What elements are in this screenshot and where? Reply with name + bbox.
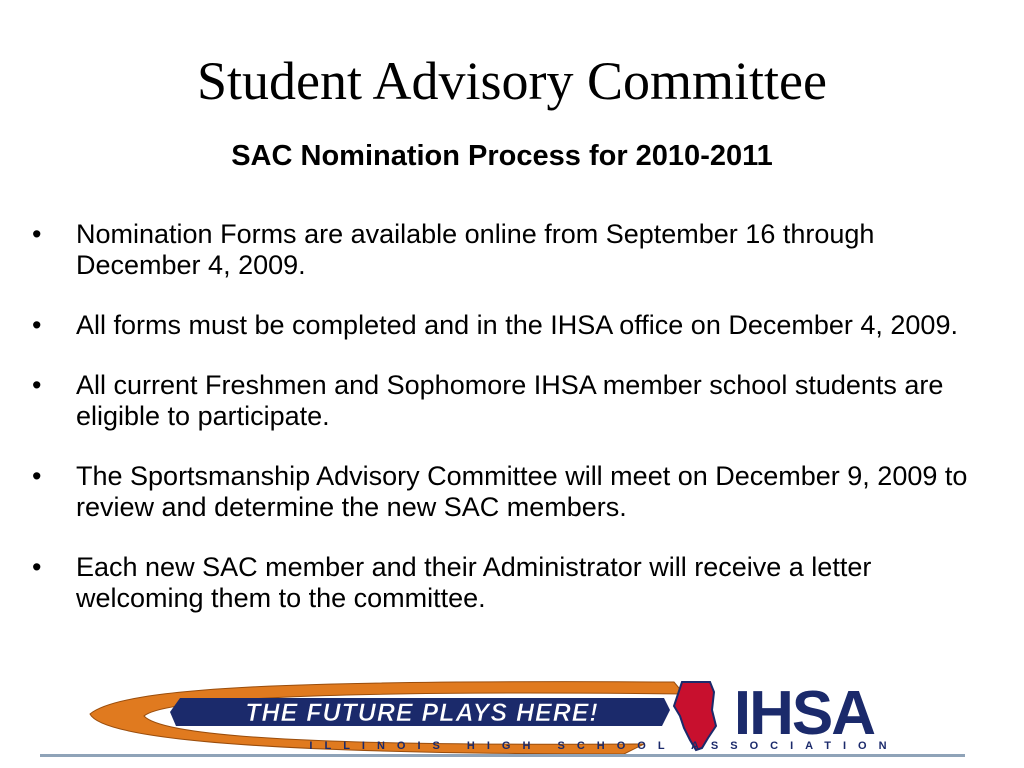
bullet-item [30, 219, 990, 281]
footer-rule [40, 754, 965, 757]
bullet-marker: • [32, 461, 42, 491]
bullet-list [30, 219, 990, 643]
slide-title: Student Advisory Committee [197, 51, 827, 111]
bullet-text: Each new SAC member and their Administrator will receive a letter welcoming them to the committee. [76, 552, 872, 613]
bullet-text: All current Freshmen and Sophomore IHSA member school students are eligible to participate. [76, 370, 944, 431]
bullet-marker: • [32, 370, 42, 400]
bullet-text: The Sportsmanship Advisory Committee will meet on December 9, 2009 to review and determine the new SAC members. [76, 461, 968, 522]
logo-slogan: THE FUTURE PLAYS HERE! [245, 699, 599, 727]
ihsa-logo [84, 676, 914, 754]
bullet-marker: • [32, 219, 42, 249]
slide-subtitle: SAC Nomination Process for 2010-2011 [231, 140, 773, 172]
bullet-marker: • [32, 310, 42, 340]
bullet-item [30, 370, 990, 432]
bullet-item [30, 552, 990, 614]
logo-acronym: IHSA [733, 679, 875, 748]
logo-full-name: ILLINOIS HIGH SCHOOL ASSOCIATION [309, 740, 899, 752]
bullet-marker: • [32, 552, 42, 582]
bullet-item [30, 310, 990, 341]
bullet-item [30, 461, 990, 523]
bullet-text: Nomination Forms are available online from September 16 through December 4, 2009. [76, 219, 875, 280]
bullet-text: All forms must be completed and in the IHSA office on December 4, 2009. [76, 310, 958, 340]
